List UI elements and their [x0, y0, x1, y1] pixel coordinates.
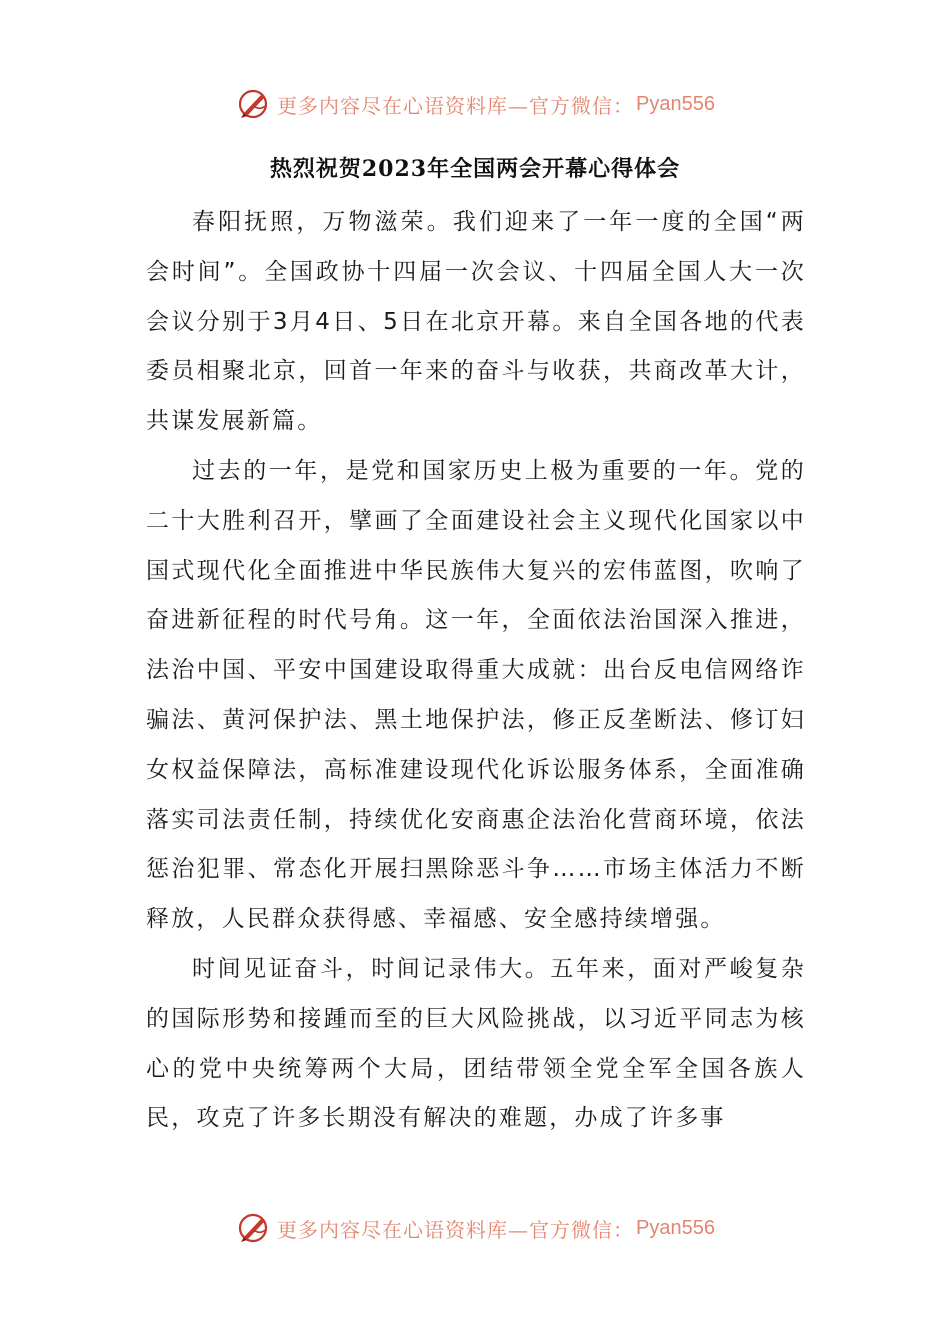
pen-logo-icon	[235, 86, 271, 122]
wechat-id: Pyan556	[636, 92, 715, 115]
page-title: 热烈祝贺2023年全国两会开幕心得体会	[269, 156, 681, 182]
paragraph: 过去的一年，是党和国家历史上极为重要的一年。党的二十大胜利召开，擘画了全面建设社会主义现代化国家以中国式现代化全面推进中华民族伟大复兴的宏伟蓝图，吹响了奋进新征程的时代号角。这一年，全面依法治国深入推进，法治中国、平安中国建设取得重大成就：出台反电信网络诈骗法、黄河保护法、黑土地保护法，修正反垄断法、修订妇女权益保障法，高标准建设现代化诉讼服务体系，全面准确落实司法责任制，持续优化安商惠企法治化营商环境，依法惩治犯罪、常态化开展扫黑除恶斗争……市场主体活力不断释放，人民群众获得感、幸福感、安全感持续增强。	[146, 457, 806, 933]
paragraph: 春阳抚照，万物滋荣。我们迎来了一年一度的全国“两会时间”。全国政协十四届一次会议、十四届全国人大一次会议分别于3月4日、5日在北京开幕。来自全国各地的代表委员相聚北京，回首一年来的奋斗与收获，共商改革大计，共谋发展新篇。	[146, 209, 806, 435]
header-watermark-banner	[0, 82, 950, 126]
banner-text: 更多内容尽在心语资料库—官方微信：	[277, 93, 635, 118]
paragraph: 时间见证奋斗，时间记录伟大。五年来，面对严峻复杂的国际形势和接踵而至的巨大风险挑战，以习近平同志为核心的党中央统筹两个大局，团结带领全党全军全国各族人民，攻克了许多长期没有解决的难题，办成了许多事	[146, 955, 806, 1132]
article-body	[146, 198, 806, 1144]
pen-logo-icon	[235, 1210, 271, 1246]
banner-text: 更多内容尽在心语资料库—官方微信：	[277, 1217, 635, 1242]
wechat-id: Pyan556	[636, 1216, 715, 1239]
footer-watermark-banner	[0, 1206, 950, 1250]
